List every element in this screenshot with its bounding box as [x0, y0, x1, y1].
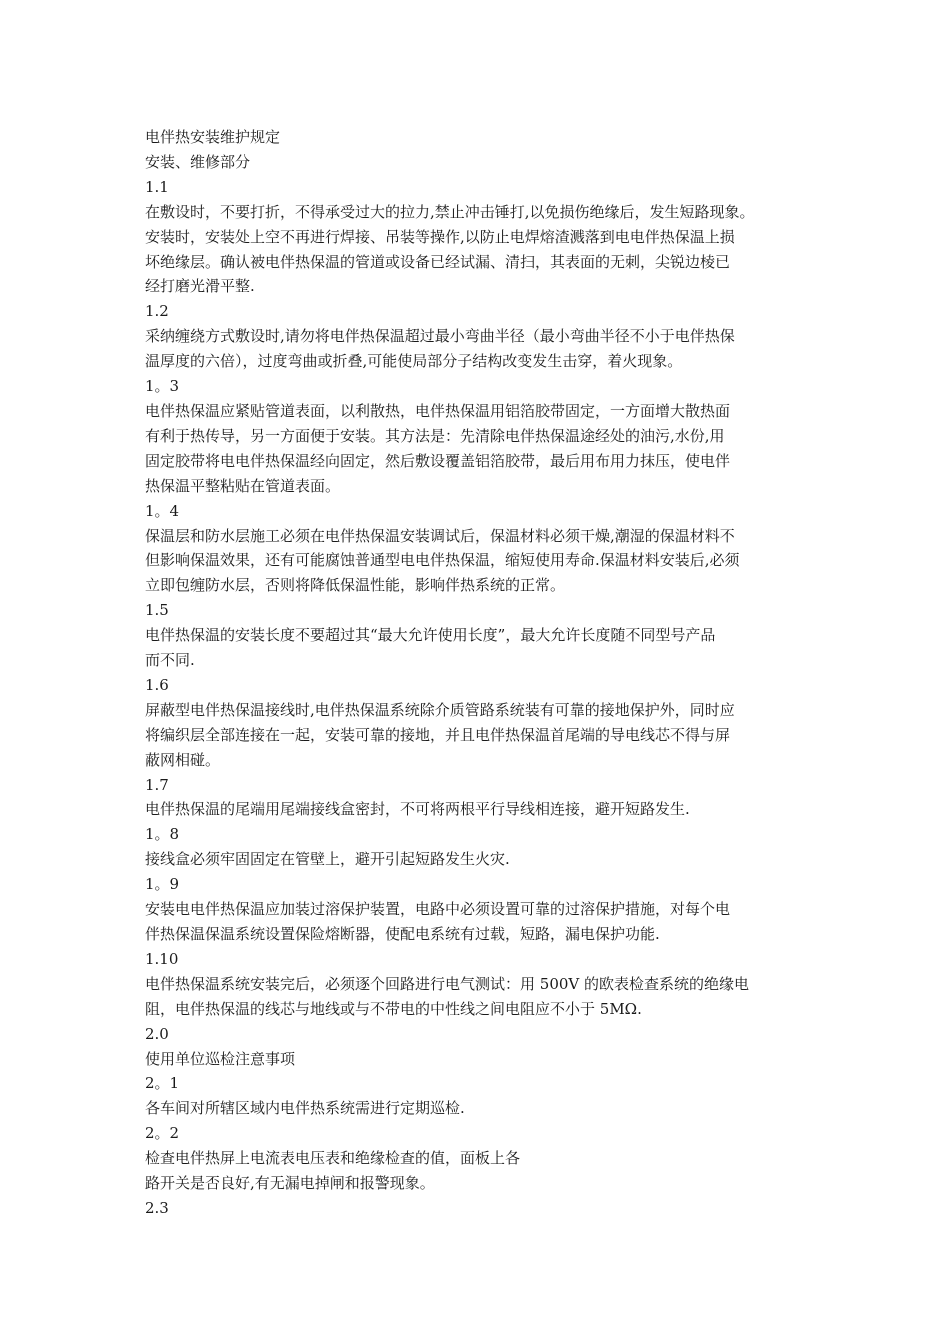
text-line: 使用单位巡检注意事项	[145, 1049, 296, 1068]
text-line: 各车间对所辖区域内电伴热系统需进行定期巡检.	[145, 1099, 465, 1118]
text-line: 1.5	[145, 601, 169, 620]
text-line: 经打磨光滑平整.	[145, 277, 255, 296]
text-line: 1。3	[145, 377, 180, 396]
text-line: 路开关是否良好,有无漏电掉闸和报警现象。	[145, 1174, 435, 1193]
text-line: 2。1	[145, 1074, 180, 1093]
text-line: 固定胶带将电电伴热保温经向固定，然后敷设覆盖铝箔胶带，最后用布用力抹压，使电伴	[145, 451, 731, 470]
text-line: 有利于热传导，另一方面便于安装。其方法是：先清除电伴热保温途经处的油污,水份,用	[145, 426, 725, 445]
text-line: 而不同.	[145, 651, 195, 670]
text-line: 电伴热保温的安装长度不要超过其“最大允许使用长度”，最大允许长度随不同型号产品	[145, 626, 716, 645]
text-line: 伴热保温保温系统设置保险熔断器，使配电系统有过载，短路，漏电保护功能.	[145, 925, 660, 943]
text-line: 屏蔽型电伴热保温接线时,电伴热保温系统除介质管路系统装有可靠的接地保护外，同时应	[145, 700, 735, 719]
text-line: 阻，电伴热保温的线芯与地线或与不带电的中性线之间电阻应不小于 5MΩ.	[145, 999, 642, 1018]
text-line: 2。2	[145, 1124, 180, 1143]
text-line: 安装、维修部分	[145, 152, 251, 171]
document-title: 电伴热安装维护规定	[145, 128, 281, 146]
text-line: 1.1	[145, 177, 169, 196]
text-line: 安装时，安装处上空不再进行焊接、吊装等操作,以防止电焊熔渣溅落到电电伴热保温上损	[145, 227, 735, 246]
text-line: 1.6	[145, 675, 169, 694]
text-line: 保温层和防水层施工必须在电伴热保温安装调试后，保温材料必须干燥,潮湿的保温材料不	[145, 526, 735, 545]
document-body	[145, 125, 845, 1221]
text-line: 将编织层全部连接在一起，安装可靠的接地，并且电伴热保温首尾端的导电线芯不得与屏	[145, 725, 731, 744]
text-line: 立即包缠防水层，否则将降低保温性能，影响伴热系统的正常。	[145, 576, 566, 595]
text-line: 接线盒必须牢固固定在管壁上，避开引起短路发生火灾.	[145, 850, 510, 869]
text-line: 电伴热保温的尾端用尾端接线盒密封，不可将两根平行导线相连接，避开短路发生.	[145, 800, 690, 819]
text-line: 热保温平整粘贴在管道表面。	[145, 476, 341, 495]
text-line: 1。9	[145, 875, 180, 894]
text-line: 温厚度的六倍），过度弯曲或折叠,可能使局部分子结构改变发生击穿，着火现象。	[145, 352, 683, 371]
text-line: 安装电电伴热保温应加装过溶保护装置，电路中必须设置可靠的过溶保护措施，对每个电	[145, 900, 731, 919]
text-line: 1。4	[145, 501, 180, 520]
text-line: 2.3	[145, 1198, 169, 1217]
text-line: 检查电伴热屏上电流表电压表和绝缘检查的值，面板上各	[145, 1149, 521, 1168]
text-line: 2.0	[145, 1024, 169, 1043]
text-line: 1.2	[145, 302, 169, 321]
text-line: 1.10	[145, 949, 179, 968]
text-line: 坏绝缘层。确认被电伴热保温的管道或设备已经试漏、清扫，其表面的无刺，尖锐边棱已	[145, 252, 731, 271]
text-line: 电伴热保温系统安装完后，必须逐个回路进行电气测试：用 500V 的欧表检查系统的绝缘电	[145, 974, 750, 993]
text-line: 1。8	[145, 825, 180, 844]
text-line: 采纳缠绕方式敷设时,请勿将电伴热保温超过最小弯曲半径（最小弯曲半径不小于电伴热保	[145, 327, 735, 346]
text-line: 但影响保温效果，还有可能腐蚀普通型电电伴热保温，缩短使用寿命.保温材料安装后,必须	[145, 551, 740, 570]
text-line: 电伴热保温应紧贴管道表面，以利散热，电伴热保温用铝箔胶带固定，一方面增大散热面	[145, 401, 731, 420]
text-line: 1.7	[145, 775, 169, 794]
text-line: 在敷设时，不要打折，不得承受过大的拉力,禁止冲击锤打,以免损伤绝缘后，发生短路现象。	[145, 202, 755, 221]
text-line: 蔽网相碰。	[145, 750, 221, 769]
